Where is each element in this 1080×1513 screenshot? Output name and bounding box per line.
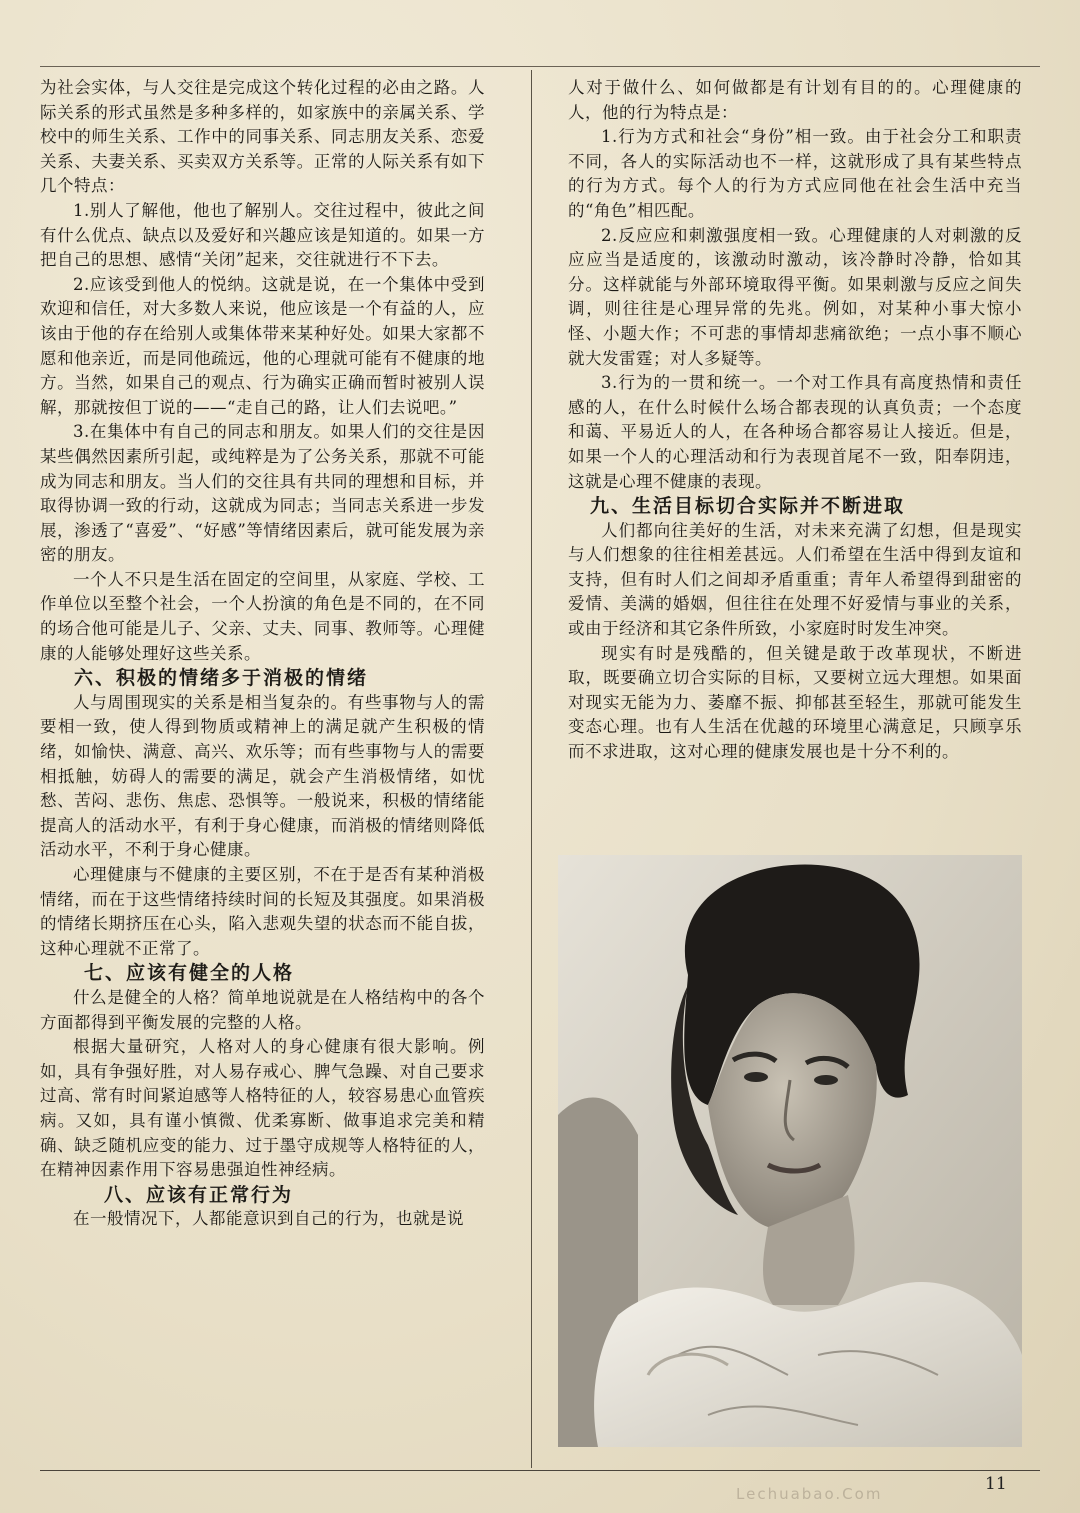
paragraph: 现实有时是残酷的，但关键是敢于改革现状，不断进取，既要确立切合实际的目标，又要树立远大理想。如果面对现实无能为力、萎靡不振、抑郁甚至轻生，那就可能发生变态心理。也有人生活在优越的环境里心满意足，只顾享乐而不求进取，这对心理的健康发展也是十分不利的。	[568, 643, 1022, 762]
paragraph: 心理健康与不健康的主要区别，不在于是否有某种消极情绪，而在于这些情绪持续时间的长短及其强度。如果消极的情绪长期挤压在心头，陷入悲观失望的状态而不能自拔，这种心理就不正常了。	[40, 865, 485, 958]
bottom-rule	[40, 1470, 1040, 1471]
paragraph: 1.行为方式和社会“身份”相一致。由于社会分工和职责不同，各人的实际活动也不一样，这就形成了具有某些特点的行为方式。每个人的行为方式应同他在社会生活中充当的“角色”相匹配。	[568, 127, 1022, 220]
paragraph: 2.反应应和刺激强度相一致。心理健康的人对刺激的反应应当是适度的，该激动时激动，该冷静时冷静，恰如其分。这样就能与外部环境取得平衡。如果刺激与反应之间失调，则往往是心理异常的先兆。例如，对某种小事大惊小怪、小题大作；不可悲的事情却悲痛欲绝；一点小事不顺心就大发雷霆；对人多疑等。	[568, 225, 1022, 368]
paragraph: 在一般情况下，人都能意识到自己的行为，也就是说	[73, 1209, 464, 1229]
paragraph: 根据大量研究，人格对人的身心健康有很大影响。例如，具有争强好胜，对人易存戒心、脾气急躁、对自己要求过高、常有时间紧迫感等人格特征的人，较容易患心血管疾病。又如，具有谨小慎微、优柔寡断、做事追求完美和精确、缺乏随机应变的能力、过于墨守成规等人格特征的人，在精神因素作用下容易患强迫性神经病。	[40, 1037, 485, 1180]
section-heading-9: 九、生活目标切合实际并不断进取	[590, 495, 906, 518]
watermark: Lechuabao.Com	[736, 1485, 883, 1503]
left-column	[40, 76, 485, 1232]
top-rule	[40, 66, 1040, 67]
paragraph: 人们都向往美好的生活，对未来充满了幻想，但是现实与人们想象的往往相差甚远。人们希望在生活中得到友谊和支持，但有时人们之间却矛盾重重；青年人希望得到甜密的爱情、美满的婚姻，但往往在处理不好爱情与事业的关系，或由于经济和其它条件所致，小家庭时时发生冲突。	[568, 520, 1022, 639]
paragraph: 人对于做什么、如何做都是有计划有目的的。心理健康的人，他的行为特点是：	[568, 78, 1022, 122]
paragraph: 一个人不只是生活在固定的空间里，从家庭、学校、工作单位以至整个社会，一个人扮演的角色是不同的，在不同的场合他可能是儿子、父亲、丈夫、同事、教师等。心理健康的人能够处理好这些关系。	[40, 569, 485, 663]
right-column	[568, 76, 1022, 765]
paragraph: 什么是健全的人格？简单地说就是在人格结构中的各个方面都得到平衡发展的完整的人格。	[40, 987, 485, 1032]
paragraph: 人与周围现实的关系是相当复杂的。有些事物与人的需要相一致，使人得到物质或精神上的满足就产生积极的情绪，如愉快、满意、高兴、欢乐等；而有些事物与人的需要相抵触，妨碍人的需要的满足，就会产生消极情绪，如忧愁、苦闷、悲伤、焦虑、恐惧等。一般说来，积极的情绪能提高人的活动水平，有利于身心健康，而消极的情绪则降低活动水平，不利于身心健康。	[40, 692, 485, 860]
section-heading-6: 六、积极的情绪多于消极的情绪	[74, 667, 369, 690]
section-heading-8: 八、应该有正常行为	[104, 1183, 294, 1206]
portrait-photo	[558, 855, 1022, 1447]
paragraph: 1.别人了解他，他也了解别人。交往过程中，彼此之间有什么优点、缺点以及爱好和兴趣应该是知道的。如果一方把自己的思想、感情“关闭”起来，交往就进行不下去。	[40, 200, 485, 270]
paragraph: 为社会实体，与人交往是完成这个转化过程的必由之路。人际关系的形式虽然是多种多样的，如家族中的亲属关系、学校中的师生关系、工作中的同事关系、同志朋友关系、恋爱关系、夫妻关系、买卖双方关系等。正常的人际关系有如下几个特点：	[40, 78, 485, 196]
paragraph: 3.行为的一贯和统一。一个对工作具有高度热情和责任感的人，在什么时候什么场合都表现的认真负责；一个态度和蔼、平易近人的人，在各种场合都容易让人接近。但是，如果一个人的心理活动和行为表现首尾不一致，阳奉阴违，这就是心理不健康的表现。	[568, 373, 1022, 491]
paragraph: 3.在集体中有自己的同志和朋友。如果人们的交往是因某些偶然因素所引起，或纯粹是为了公务关系，那就不可能成为同志和朋友。当人们的交往具有共同的理想和目标，并取得协调一致的行动，这就成为同志；当同志关系进一步发展，渗透了“喜爱”、“好感”等情绪因素后，就可能发展为亲密的朋友。	[40, 422, 485, 565]
page-number: 11	[985, 1474, 1007, 1494]
column-divider	[531, 70, 532, 1468]
paragraph: 2.应该受到他人的悦纳。这就是说，在一个集体中受到欢迎和信任，对大多数人来说，他应该是一个有益的人，应该由于他的存在给别人或集体带来某种好处。如果大家都不愿和他亲近，而是同他疏远，他的心理就可能有不健康的地方。当然，如果自己的观点、行为确实正确而暂时被别人误解，那就按但丁说的——“走自己的路，让人们去说吧。”	[40, 274, 485, 417]
section-heading-7: 七、应该有健全的人格	[84, 962, 295, 985]
